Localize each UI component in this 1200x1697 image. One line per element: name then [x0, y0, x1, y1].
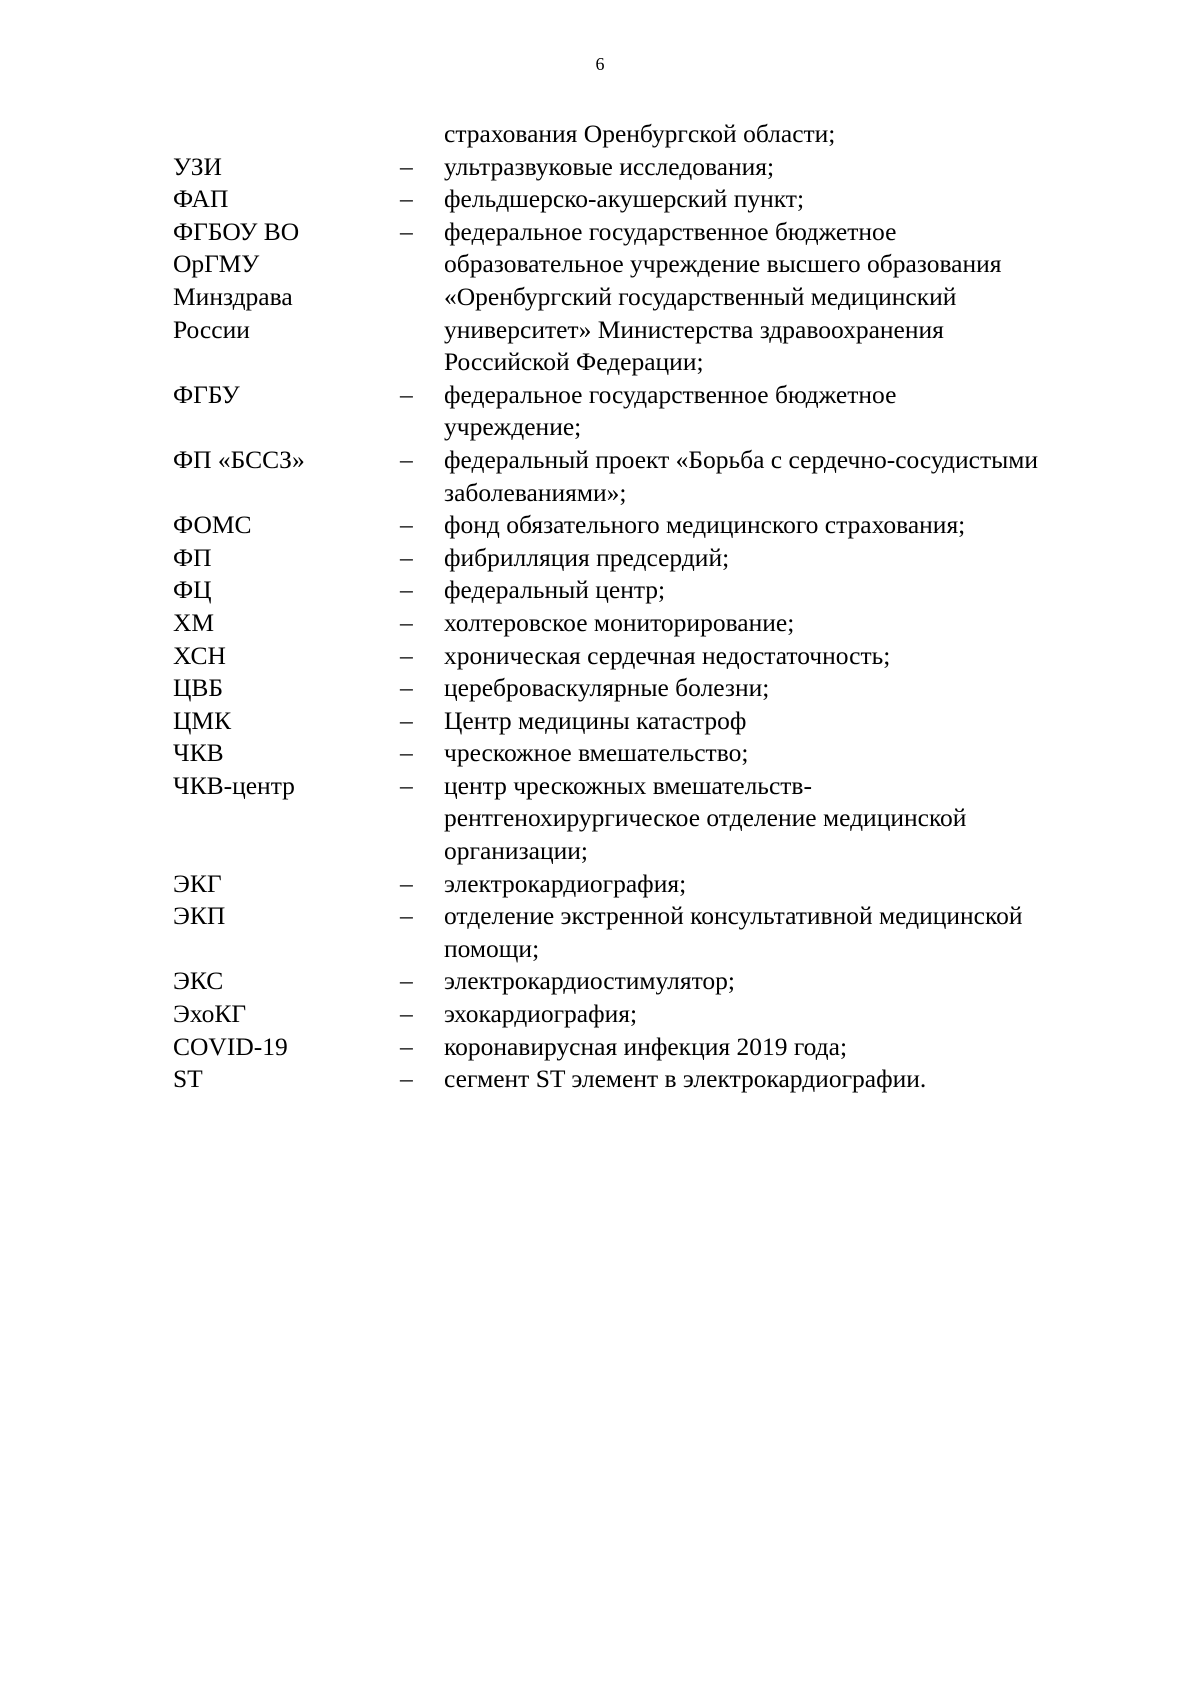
abbreviation-dash: – [400, 151, 413, 181]
abbreviation-term: ЧКВ-центр [173, 770, 295, 800]
abbreviation-entry [173, 542, 1133, 575]
abbreviation-entry [173, 1063, 1133, 1096]
abbreviation-dash [400, 118, 444, 151]
abbreviation-definition: чрескожное вмешательство; [444, 738, 749, 768]
abbreviation-term: ЭКП [173, 901, 226, 931]
abbreviation-term [173, 118, 400, 151]
abbreviation-entry [173, 379, 1133, 444]
abbreviation-term: ЦВБ [173, 673, 224, 703]
abbreviation-entry [173, 770, 1133, 868]
abbreviation-dash: – [400, 1031, 413, 1061]
abbreviation-entry [173, 216, 1133, 379]
abbreviation-dash: – [400, 770, 413, 800]
abbreviation-dash: – [400, 575, 413, 605]
abbreviation-entry [173, 151, 1133, 184]
abbreviation-list [173, 118, 1133, 1096]
abbreviation-entry [173, 1031, 1133, 1064]
abbreviation-term: ST [173, 1064, 203, 1094]
abbreviation-entry [173, 509, 1133, 542]
abbreviation-dash: – [400, 379, 413, 409]
abbreviation-entry [173, 737, 1133, 770]
abbreviation-term: ЧКВ [173, 738, 224, 768]
abbreviation-definition: сегмент ST элемент в электрокардиографии. [444, 1064, 927, 1094]
abbreviation-definition: ультразвуковые исследования; [444, 151, 775, 181]
abbreviation-dash: – [400, 607, 413, 637]
abbreviation-term: ФП «БССЗ» [173, 444, 305, 474]
abbreviation-term: ХСН [173, 640, 226, 670]
abbreviation-definition: федеральное государственное бюджетное учреждение; [444, 379, 897, 442]
abbreviation-definition: федеральный центр; [444, 575, 666, 605]
abbreviation-entry [173, 705, 1133, 738]
abbreviation-term: ЭКС [173, 966, 224, 996]
abbreviation-definition: федеральный проект «Борьба с сердечно-сосудистыми заболеваниями»; [444, 444, 1039, 507]
abbreviation-dash: – [400, 216, 413, 246]
abbreviation-entry [173, 868, 1133, 901]
abbreviation-term: ФГБОУ ВО ОрГМУ Минздрава России [173, 216, 300, 344]
abbreviation-definition: цереброваскулярные болезни; [444, 673, 770, 703]
abbreviation-definition: хроническая сердечная недостаточность; [444, 640, 891, 670]
abbreviation-definition: фибрилляция предсердий; [444, 542, 730, 572]
abbreviation-definition: фельдшерско-акушерский пункт; [444, 184, 805, 214]
abbreviation-definition: фонд обязательного медицинского страхования; [444, 510, 966, 540]
abbreviation-entry [173, 118, 1133, 151]
abbreviation-dash: – [400, 444, 413, 474]
abbreviation-term: ФЦ [173, 575, 212, 605]
abbreviation-term: ФАП [173, 184, 229, 214]
abbreviation-definition: эхокардиография; [444, 999, 638, 1029]
abbreviation-dash: – [400, 738, 413, 768]
abbreviation-term: ЭхоКГ [173, 999, 247, 1029]
abbreviation-dash: – [400, 901, 413, 931]
abbreviation-dash: – [400, 542, 413, 572]
abbreviation-term: УЗИ [173, 151, 222, 181]
abbreviation-definition: Центр медицины катастроф [444, 705, 747, 735]
abbreviation-definition: федеральное государственное бюджетное образовательное учреждение высшего образования «Оренбургский государственный медицинский университет» Министерства здравоохранения Российской Федерации; [444, 216, 1002, 377]
abbreviation-definition: холтеровское мониторирование; [444, 607, 795, 637]
abbreviation-definition: страхования Оренбургской области; [444, 119, 836, 148]
abbreviation-dash: – [400, 966, 413, 996]
abbreviation-entry [173, 900, 1133, 965]
abbreviation-entry [173, 574, 1133, 607]
abbreviation-entry [173, 672, 1133, 705]
abbreviation-entry [173, 998, 1133, 1031]
abbreviation-dash: – [400, 673, 413, 703]
abbreviation-entry [173, 640, 1133, 673]
abbreviation-definition: электрокардиография; [444, 868, 687, 898]
abbreviation-term: ФОМС [173, 510, 252, 540]
abbreviation-dash: – [400, 510, 413, 540]
abbreviation-definition: отделение экстренной консультативной медицинской помощи; [444, 901, 1023, 963]
abbreviation-dash: – [400, 640, 413, 670]
abbreviation-dash: – [400, 705, 413, 735]
abbreviation-dash: – [400, 868, 413, 898]
abbreviation-entry [173, 183, 1133, 216]
abbreviation-term: ХМ [173, 607, 215, 637]
abbreviation-term: ФГБУ [173, 379, 240, 409]
abbreviation-term: ЭКГ [173, 868, 222, 898]
page-number: 6 [595, 54, 605, 74]
abbreviation-definition: коронавирусная инфекция 2019 года; [444, 1031, 848, 1061]
abbreviation-entry [173, 607, 1133, 640]
abbreviation-dash: – [400, 1064, 413, 1094]
abbreviation-term: ЦМК [173, 705, 232, 735]
abbreviation-entry [173, 965, 1133, 998]
abbreviation-dash: – [400, 999, 413, 1029]
abbreviation-term: COVID-19 [173, 1031, 288, 1061]
abbreviation-entry [173, 444, 1133, 509]
abbreviation-dash: – [400, 184, 413, 214]
abbreviation-definition: электрокардиостимулятор; [444, 966, 735, 996]
abbreviation-definition: центр чрескожных вмешательств- рентгенохирургическое отделение медицинской организации; [444, 770, 967, 866]
abbreviation-term: ФП [173, 542, 212, 572]
